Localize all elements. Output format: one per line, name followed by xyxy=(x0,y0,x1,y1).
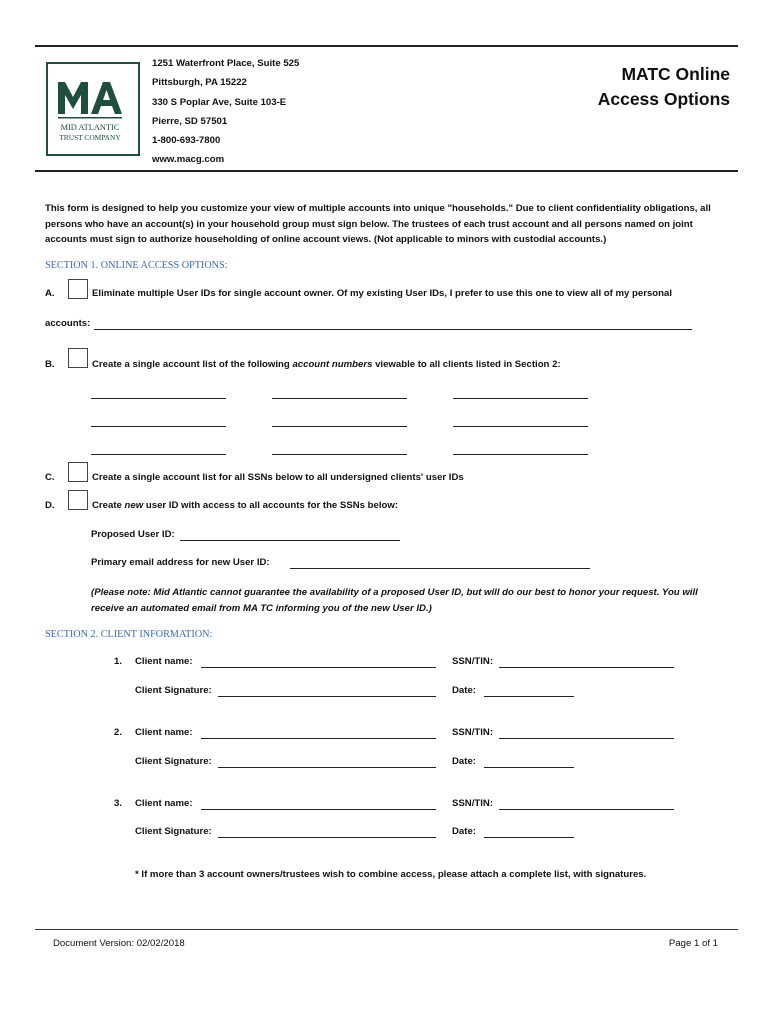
account-number-line[interactable] xyxy=(91,426,226,427)
date-label: Date: xyxy=(452,685,476,696)
mid-atlantic-logo-icon xyxy=(48,64,138,154)
option-b-text: Create a single account list of the following account numbers viewable to all clients listed in Section 2: xyxy=(92,359,561,370)
top-rule xyxy=(35,45,738,47)
date-line[interactable] xyxy=(484,767,574,768)
client-number: 1. xyxy=(114,656,123,667)
address-line: Pittsburgh, PA 15222 xyxy=(152,77,247,88)
logo-line2: TRUST COMPANY xyxy=(59,133,121,142)
option-d-checkbox[interactable] xyxy=(68,490,88,510)
website[interactable]: www.macg.com xyxy=(152,154,225,165)
email-line[interactable] xyxy=(290,568,590,569)
client-number: 3. xyxy=(114,798,123,809)
header-rule xyxy=(35,170,738,172)
user-id-note: (Please note: Mid Atlantic cannot guarantee the availability of a proposed User ID, but will do our best to honor your request. You will receive an automated email from MA TC informing you of the new User ID.) xyxy=(91,587,698,614)
client-name-label: Client name: xyxy=(135,798,193,809)
page-title xyxy=(598,62,730,112)
date-line[interactable] xyxy=(484,696,574,697)
date-label: Date: xyxy=(452,756,476,767)
option-d-text: Create new user ID with access to all accounts for the SSNs below: xyxy=(92,500,399,511)
title-line2: Access Options xyxy=(597,89,730,109)
date-label: Date: xyxy=(452,826,476,837)
signature-line[interactable] xyxy=(218,767,436,768)
proposed-user-id-line[interactable] xyxy=(180,540,400,541)
client-name-line[interactable] xyxy=(201,667,436,668)
option-c-letter: C. xyxy=(45,472,55,483)
ssn-label: SSN/TIN: xyxy=(452,727,494,738)
option-a-letter: A. xyxy=(45,288,55,299)
signature-label: Client Signature: xyxy=(135,826,212,837)
signature-line[interactable] xyxy=(218,837,436,838)
footer-rule xyxy=(35,929,738,930)
address-line: 330 S Poplar Ave, Suite 103-E xyxy=(152,97,287,108)
signature-line[interactable] xyxy=(218,696,436,697)
signature-label: Client Signature: xyxy=(135,756,212,767)
section2-title: SECTION 2. CLIENT INFORMATION: xyxy=(45,629,213,640)
account-number-line[interactable] xyxy=(272,426,407,427)
client-name-line[interactable] xyxy=(201,809,436,810)
ssn-line[interactable] xyxy=(499,738,674,739)
ssn-label: SSN/TIN: xyxy=(452,656,494,667)
account-number-line[interactable] xyxy=(91,454,226,455)
phone-number: 1-800-693-7800 xyxy=(152,135,221,146)
page-number: Page 1 of 1 xyxy=(668,938,718,949)
account-number-line[interactable] xyxy=(272,454,407,455)
account-number-line[interactable] xyxy=(453,398,588,399)
client-name-label: Client name: xyxy=(135,656,193,667)
ssn-line[interactable] xyxy=(499,809,674,810)
date-line[interactable] xyxy=(484,837,574,838)
option-a-text: Eliminate multiple User IDs for single account owner. Of my existing User IDs, I prefer to use this one to view all of my personal xyxy=(92,288,673,299)
client-name-line[interactable] xyxy=(201,738,436,739)
account-number-line[interactable] xyxy=(453,426,588,427)
logo-line1: MID ATLANTIC xyxy=(60,123,120,132)
client-number: 2. xyxy=(114,727,123,738)
document-version: Document Version: 02/02/2018 xyxy=(53,938,185,949)
option-c-text: Create a single account list for all SSNs below to all undersigned clients' user IDs xyxy=(92,472,464,483)
address-line: 1251 Waterfront Place, Suite 525 xyxy=(152,58,300,69)
account-number-line[interactable] xyxy=(272,398,407,399)
section1-title: SECTION 1. ONLINE ACCESS OPTIONS: xyxy=(45,260,228,271)
email-label: Primary email address for new User ID: xyxy=(91,557,270,568)
option-a-checkbox[interactable] xyxy=(68,279,88,299)
proposed-user-id-label: Proposed User ID: xyxy=(91,529,175,540)
user-id-input-line[interactable] xyxy=(94,329,692,330)
client-name-label: Client name: xyxy=(135,727,193,738)
intro-paragraph: This form is designed to help you customize your view of multiple accounts into unique "households." Due to client confidentiality obligations, all persons who have an account(s) in your household group must sign below. The trustees of each trust account and all persons named on joint accounts must sign to authorize householding of online account views. (Not applicable to minors with custodial accounts.) xyxy=(45,203,711,245)
title-line1: MATC Online xyxy=(621,64,730,84)
option-a-accounts-label: accounts: xyxy=(45,318,91,329)
account-number-line[interactable] xyxy=(453,454,588,455)
signature-label: Client Signature: xyxy=(135,685,212,696)
company-logo xyxy=(46,62,140,156)
ssn-line[interactable] xyxy=(499,667,674,668)
option-d-letter: D. xyxy=(45,500,55,511)
ssn-label: SSN/TIN: xyxy=(452,798,494,809)
option-b-checkbox[interactable] xyxy=(68,348,88,368)
option-c-checkbox[interactable] xyxy=(68,462,88,482)
address-line: Pierre, SD 57501 xyxy=(152,116,228,127)
footnote: * If more than 3 account owners/trustees wish to combine access, please attach a complete list, with signatures. xyxy=(135,869,647,880)
option-b-letter: B. xyxy=(45,359,55,370)
account-number-line[interactable] xyxy=(91,398,226,399)
